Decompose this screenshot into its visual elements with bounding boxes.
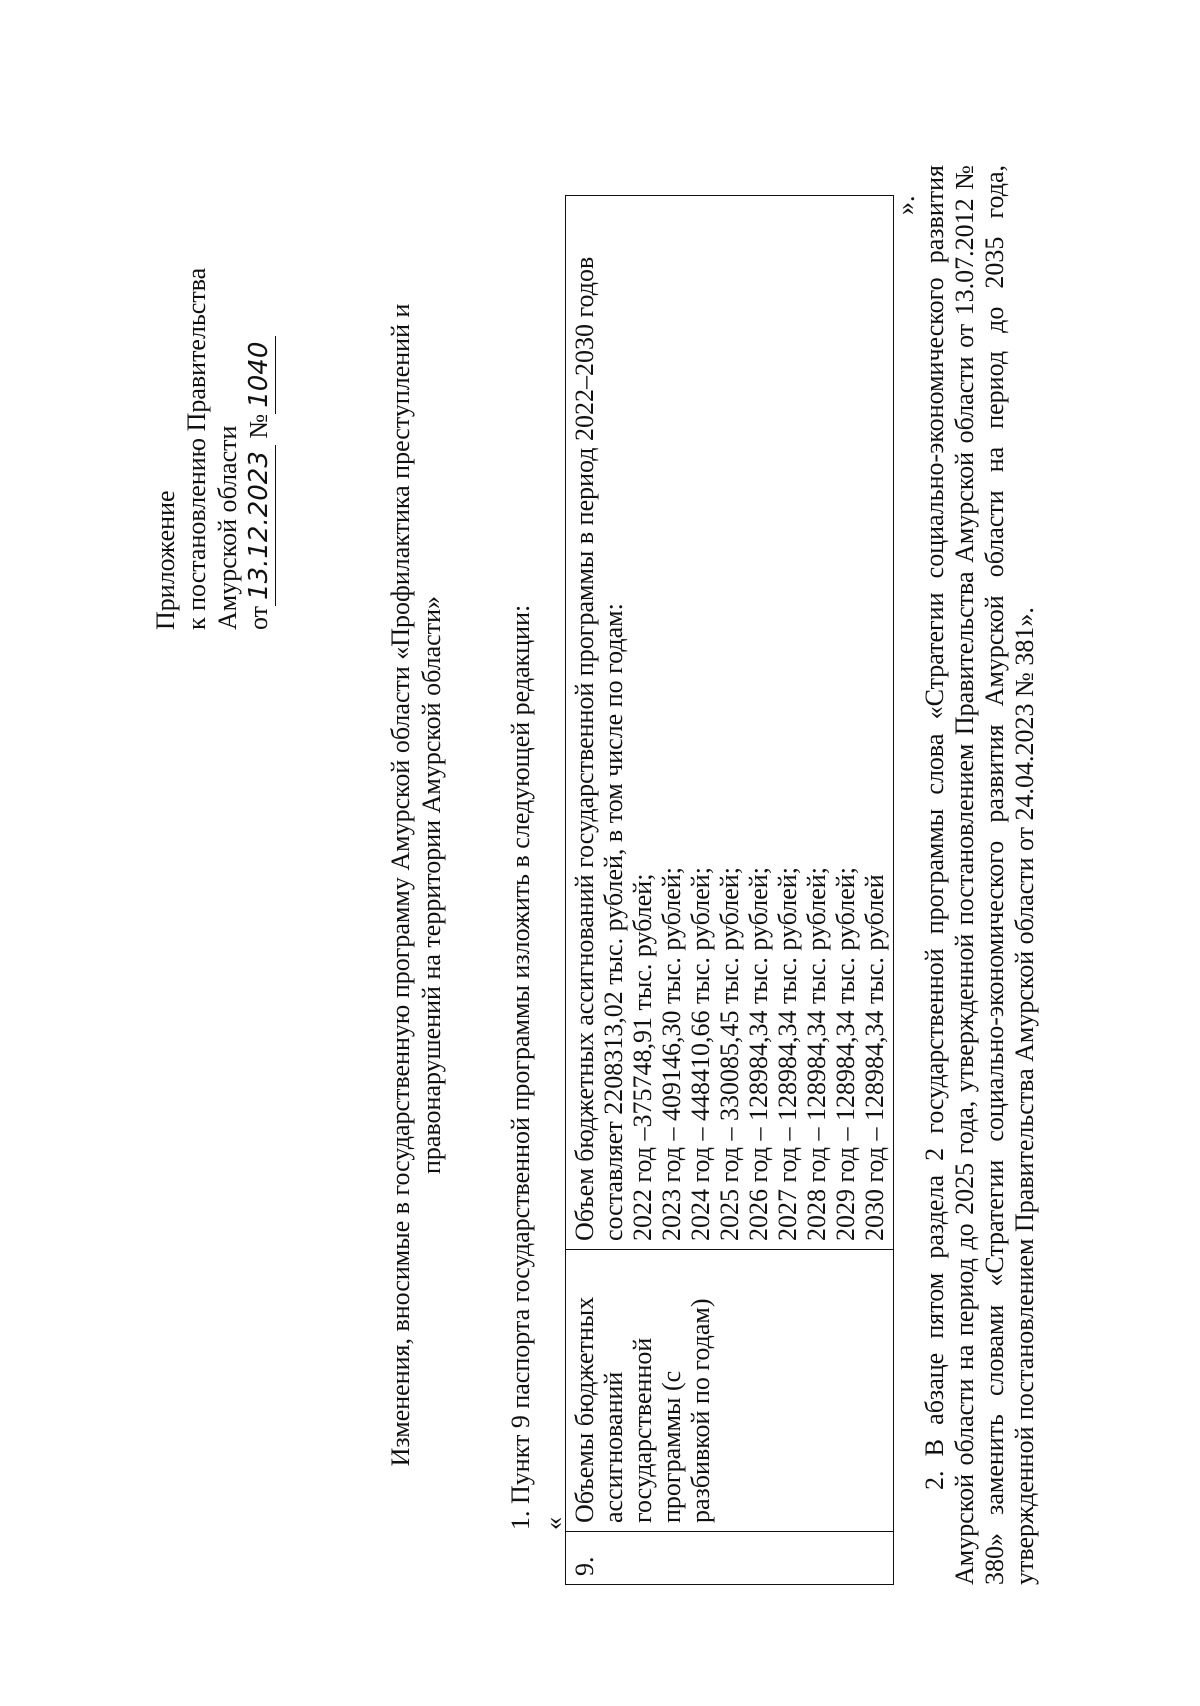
funding-summary: Объем бюджетных ассигнований государственной программы в период 2022–2030 годов составляет 2208313,02 тыс. рублей, в том числе по годам: — [570, 256, 628, 1241]
year-line-2029: 2029 год – 128984,34 тыс. рублей; — [831, 867, 860, 1241]
heading-line-2: правонарушений на территории Амурской области» — [417, 596, 446, 1174]
year-line-2030: 2030 год – 128984,34 тыс. рублей — [860, 874, 889, 1241]
appendix-line-region: Амурской области — [213, 425, 242, 630]
document-heading — [385, 210, 447, 1560]
handwritten-date: 13.12.2023 — [244, 445, 276, 606]
year-line-2027: 2027 год – 128984,34 тыс. рублей; — [773, 867, 802, 1241]
row-number-cell: 9. — [566, 1532, 894, 1585]
passport-table — [565, 195, 894, 1585]
appendix-line-resolution: к постановлению Правительства — [182, 267, 211, 630]
handwritten-number: 1040 — [244, 336, 276, 414]
appendix-date-line — [243, 150, 276, 630]
year-line-2026: 2026 год – 128984,34 тыс. рублей; — [744, 867, 773, 1241]
document-page — [60, 60, 1140, 1640]
row-name-cell: Объемы бюджетных ассигнований государственной программы (с разбивкой по годам) — [566, 1250, 894, 1532]
year-line-2024: 2024 год – 448410,66 тыс. рублей; — [686, 867, 715, 1241]
year-line-2023: 2023 год – 409146,30 тыс. рублей; — [657, 867, 686, 1241]
heading-line-1: Изменения, вносимые в государственную программу Амурской области «Профилактика преступлений и — [386, 303, 415, 1467]
year-line-2028: 2028 год – 128984,34 тыс. рублей; — [802, 867, 831, 1241]
from-prefix: от — [244, 605, 273, 630]
item-2-text: 2. В абзаце пятом раздела 2 государственной программы слова «Стратегии социально-экономического развития Амурской области на период до 2025 года, утвержденной постановлением Правительства Амурской области от 13.07.2012 № 380» заменить словами «Стратегии социально-экономического развития Амурской области на период до 2035 года, утвержденной постановлением Правительства Амурской области от 24.04.2023 № 381». — [920, 165, 1039, 1585]
closing-quote: ». — [891, 195, 920, 215]
opening-quote: « — [539, 1517, 568, 1530]
year-line-2022: 2022 год –375748,91 тыс. рублей; — [628, 873, 657, 1241]
year-line-2025: 2025 год – 330085,45 тыс. рублей; — [715, 867, 744, 1241]
row-value-cell — [566, 196, 894, 1250]
number-prefix: № — [244, 413, 273, 439]
item-1-text: 1. Пункт 9 паспорта государственной программы изложить в следующей редакции: — [506, 604, 535, 1530]
table-row — [566, 196, 894, 1585]
appendix-title: Приложение — [151, 490, 180, 630]
appendix-block — [150, 150, 276, 630]
